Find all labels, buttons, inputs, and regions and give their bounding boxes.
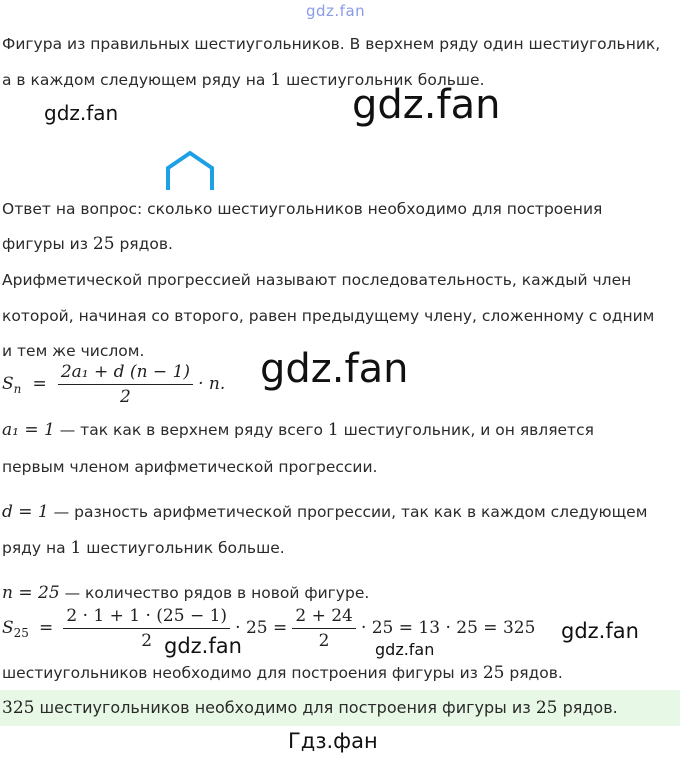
watermark-big-1: gdz.fan — [352, 82, 501, 128]
calc-formula — [2, 606, 535, 651]
d-text-2-post: шестиугольник больше. — [81, 539, 285, 557]
sum-formula — [2, 362, 225, 407]
definition-line-1: Арифметической прогрессией называют последовательность, каждый член — [2, 271, 632, 289]
d-text-2-pre: ряду на — [2, 539, 71, 557]
question-line-2 — [2, 234, 173, 254]
n-text: — количество рядов в новой фигуре. — [59, 584, 370, 602]
sum-formula-lhs-sub: n — [13, 382, 22, 397]
problem-line-2-post: шестиугольник больше. — [281, 71, 485, 89]
calc-caption — [2, 663, 563, 683]
watermark-formula-2: gdz.fan — [375, 640, 435, 659]
answer-num: 325 — [2, 698, 35, 718]
watermark-left: gdz.fan — [44, 101, 119, 125]
answer-line — [2, 698, 618, 718]
watermark-formula-1: gdz.fan — [164, 634, 242, 658]
calc-caption-pre: шестиугольников необходимо для построения фигуры из — [2, 664, 483, 682]
calc-caption-num: 25 — [482, 663, 505, 683]
calc-lhs-sub: 25 — [13, 626, 29, 641]
problem-line-2-num: 1 — [270, 70, 282, 90]
a1-line-1 — [2, 420, 594, 440]
problem-line-1: Фигура из правильных шестиугольников. В верхнем ряду один шестиугольник, — [2, 35, 661, 53]
calc-fraction-1-num: 2 · 1 + 1 · (25 − 1) — [63, 606, 230, 629]
answer-num-2: 25 — [535, 698, 558, 718]
hexagon-outline-icon — [163, 148, 219, 192]
calc-eq-1: = — [39, 618, 54, 638]
sum-formula-denominator: 2 — [120, 387, 131, 407]
calc-caption-post: рядов. — [504, 664, 563, 682]
sum-formula-lhs: S — [2, 374, 14, 394]
watermark-top: gdz.fan — [306, 2, 366, 20]
definition-line-2: которой, начиная со второго, равен предыдущему члену, сложенному с одним — [2, 307, 655, 325]
d-expr: d = 1 — [2, 502, 49, 522]
a1-text-post: шестиугольник, и он является — [338, 421, 594, 439]
definition-line-3: и тем же числом. — [2, 342, 145, 360]
calc-fraction-2-den: 2 — [318, 631, 330, 651]
problem-line-2-pre: а в каждом следующем ряду на — [2, 71, 271, 89]
calc-tail: · 25 = 13 · 25 = 325 — [360, 618, 536, 638]
answer-post: рядов. — [557, 698, 618, 717]
d-text-2-num: 1 — [70, 538, 82, 558]
question-line-2-pre: фигуры из — [2, 235, 93, 253]
question-line-2-post: рядов. — [114, 235, 173, 253]
a1-expr: a₁ = 1 — [2, 420, 55, 440]
a1-text-pre: — так как в верхнем ряду всего — [54, 421, 328, 439]
d-text-1: — разность арифметической прогрессии, так как в каждом следующем — [48, 503, 648, 521]
calc-mid: · 25 = — [235, 618, 288, 638]
sum-formula-fraction — [58, 362, 193, 407]
a1-line-2: первым членом арифметической прогрессии. — [2, 458, 378, 476]
n-line — [2, 583, 369, 603]
d-line-2 — [2, 538, 285, 558]
calc-fraction-1-den: 2 — [141, 631, 153, 651]
a1-text-num: 1 — [327, 420, 339, 440]
n-expr: n = 25 — [2, 583, 60, 603]
question-line-1: Ответ на вопрос: сколько шестиугольников необходимо для построения — [2, 200, 603, 218]
watermark-bottom: Гдз.фан — [288, 729, 378, 753]
question-line-2-num: 25 — [92, 234, 115, 254]
sum-formula-eq: = — [32, 374, 47, 394]
calc-fraction-2-num: 2 + 24 — [292, 606, 356, 629]
answer-text: шестиугольников необходимо для построения фигуры из — [34, 698, 536, 717]
watermark-big-2: gdz.fan — [260, 346, 409, 392]
calc-fraction-2 — [292, 606, 356, 651]
watermark-formula-right: gdz.fan — [561, 619, 639, 643]
d-line-1 — [2, 502, 647, 522]
sum-formula-numerator: 2a₁ + d (n − 1) — [58, 362, 193, 385]
calc-lhs: S — [2, 618, 14, 638]
sum-formula-tail: · n. — [198, 374, 226, 394]
